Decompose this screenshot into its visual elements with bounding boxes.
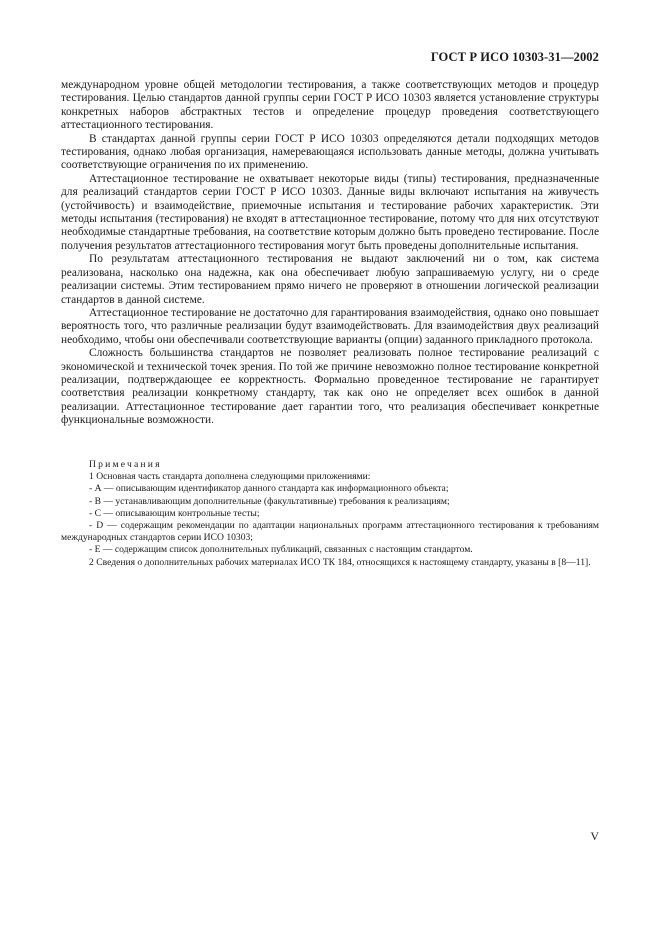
paragraph-4: По результатам аттестационного тестирования не выдают заключений ни о том, как система реализована, насколько она надежна, как она обеспечивает любую запрашиваемую услугу, ни о среде реализации системы. Этим тестированием прямо ничего не проверяют в отношении логической реализации стандартов в данной системе. <box>61 253 599 306</box>
note-item: - В — устанавливающим дополнительные (факультативные) требования к реализациям; <box>89 495 450 507</box>
note-item: 1 Основная часть стандарта дополнена следующими приложениями: <box>89 471 371 483</box>
note-item: - С — описывающим контрольные тесты; <box>89 507 260 519</box>
note-item: - Е — содержащим список дополнительных публикаций, связанных с настоящим стандартом. <box>89 544 473 556</box>
paragraph-6: Сложность большинства стандартов не позволяет реализовать полное тестирование реализаций с экономической и технической точек зрения. По той же причине невозможно полное тестирование конкретной реализации, подтверждающее ее корректность. Формально проведенное тестирование не гарантирует соответствия реализации конкретному стандарту, так как оно не определяет всех ошибок в данной реализации. Аттестационное тестирование дает гарантии того, что реализация обеспечивает конкретные функциональные возможности. <box>61 347 599 427</box>
paragraph-2: В стандартах данной группы серии ГОСТ Р ИСО 10303 определяются детали подходящих методов тестирования, однако любая организация, намеревающаяся использовать данные методы, должна учитывать соответствующие ограничения по их применению. <box>61 132 599 172</box>
notes-section <box>61 459 599 569</box>
paragraph-3: Аттестационное тестирование не охватывает некоторые виды (типы) тестирования, предназначенные для реализаций стандартов серии ГОСТ Р ИСО 10303. Данные виды включают испытания на живучесть (устойчивость) и взаимодействие, приемочные испытания и тестирование рабочих характеристик. Эти методы испытания (тестирования) не входят в аттестационное тестирование, потому что для них отсутствуют необходимые стандартные требования, на соответствие которым должно быть проведено тестирование. После получения результатов аттестационного тестирования могут быть проведены дополнительные испытания. <box>61 172 599 252</box>
main-text <box>61 79 599 428</box>
page-header-standard-title: ГОСТ Р ИСО 10303-31—2002 <box>430 50 599 64</box>
notes-title: Примечания <box>89 459 162 470</box>
note-item: 2 Сведения о дополнительных рабочих материалах ИСО ТК 184, относящихся к настоящему стандарту, указаны в [8—11]. <box>89 556 591 568</box>
note-item: - D — содержащим рекомендации по адаптации национальных программ аттестационного тестирования к требованиям международных стандартов серии ИСО 10303; <box>61 520 599 544</box>
page-number: V <box>590 829 599 843</box>
paragraph-1: международном уровне общей методологии тестирования, а также соответствующих методов и процедур тестирования. Целью стандартов данной группы серии ГОСТ Р ИСО 10303 является установление структуры конкретных наборов абстрактных тестов и определение процедур проведения соответствующего аттестационного тестирования. <box>61 79 599 132</box>
paragraph-5: Аттестационное тестирование не достаточно для гарантирования взаимодействия, однако оно повышает вероятность того, что различные реализации будут взаимодействовать. Для взаимодействия двух реализаций необходимо, чтобы они обеспечивали соответствующие варианты (опции) заданного прикладного протокола. <box>61 306 599 346</box>
note-item: - А — описывающим идентификатор данного стандарта как информационного объекта; <box>89 483 449 495</box>
